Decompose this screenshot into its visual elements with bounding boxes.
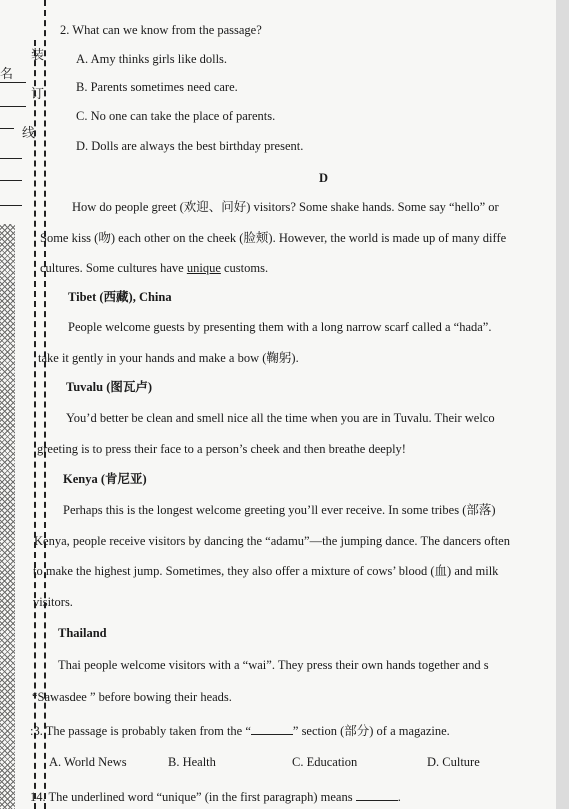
q2-option-a: A. Amy thinks girls like dolls. [76, 52, 228, 66]
hatched-margin [0, 224, 15, 809]
form-line [0, 158, 22, 159]
q2-option-d: D. Dolls are always the best birthday present. [76, 139, 304, 153]
passage-line: Some kiss (吻) each other on the cheek (脸颊). However, the world is made up of many diffe [40, 231, 507, 245]
underlined-word: unique [186, 261, 221, 275]
q2-option-c: C. No one can take the place of parents. [76, 109, 276, 123]
passage-line: Kenya, people receive visitors by dancing the “adamu”—the jumping dance. The dancers often [34, 534, 510, 548]
passage-line [40, 261, 268, 276]
q2-stem: 2. What can we know from the passage? [60, 23, 262, 37]
q2-option-b: B. Parents sometimes need care. [76, 80, 238, 94]
passage-line: “Sawasdee ” before bowing their heads. [32, 690, 232, 704]
form-line [0, 205, 22, 206]
q3-stem-text: ” section (部分) of a magazine. [292, 724, 450, 738]
passage-line: visitors. [33, 595, 73, 609]
q4-stem-text: . [397, 790, 401, 804]
section-title-kenya: Kenya (肯尼亚) [63, 472, 147, 486]
passage-line: You’d better be clean and smell nice all the time when you are in Tuvalu. Their welco [66, 411, 495, 425]
passage-line: Perhaps this is the longest welcome greeting you’ll ever receive. In some tribes (部落) [63, 503, 496, 517]
form-line [0, 180, 22, 181]
section-title-tuvalu: Tuvalu (图瓦卢) [66, 380, 153, 394]
binding-char-middle: 订 [31, 87, 45, 102]
answer-blank [251, 723, 293, 735]
passage-line: People welcome guests by presenting them with a long narrow scarf called a “hada”. [68, 320, 492, 334]
passage-line: How do people greet (欢迎、问好) visitors? Some shake hands. Some say “hello” or [72, 200, 499, 214]
q3-option-c: C. Education [292, 755, 358, 769]
q4-stem-text: 14. The underlined word “unique” (in the first paragraph) means [30, 790, 356, 804]
q3-option-b: B. Health [168, 755, 216, 769]
form-line [0, 82, 26, 83]
passage-line: take it gently in your hands and make a bow (鞠躬). [38, 351, 299, 365]
page-edge [556, 0, 569, 809]
name-field-label: 名 [0, 67, 14, 82]
passage-line: to make the highest jump. Sometimes, they also offer a mixture of cows’ blood (血) and milk [33, 564, 499, 578]
passage-line: Thai people welcome visitors with a “wai”. They press their own hands together and s [58, 658, 489, 672]
binding-char-bottom: 线 [22, 126, 36, 141]
q4-stem [30, 789, 401, 805]
section-title-tibet: Tibet (西藏), China [68, 290, 172, 304]
q3-stem-text: :3. The passage is probably taken from the “ [30, 724, 251, 738]
form-line [0, 128, 14, 129]
binding-char-top: 装 [31, 48, 45, 63]
passage-line: greeting is to press their face to a person’s cheek and then breathe deeply! [37, 442, 406, 456]
passage-heading: D [319, 171, 329, 185]
binding-dashed-line [44, 0, 46, 809]
form-line [0, 106, 26, 107]
answer-blank [356, 789, 398, 801]
q3-option-a: A. World News [49, 755, 127, 769]
q3-option-d: D. Culture [427, 755, 480, 769]
passage-text: cultures. Some cultures have [40, 261, 187, 275]
passage-text: customs. [220, 261, 269, 275]
q3-stem [30, 723, 450, 739]
section-title-thailand: Thailand [58, 626, 107, 640]
